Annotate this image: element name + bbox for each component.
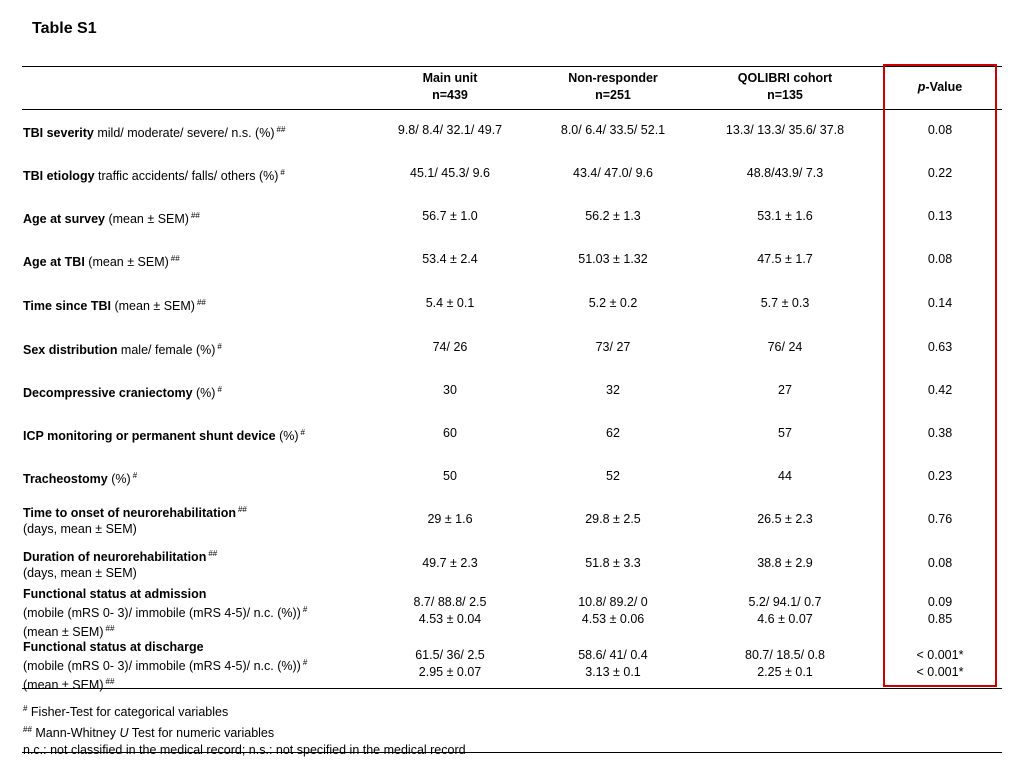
row-label-detail: (%) [275, 429, 299, 443]
row-label-detail: (mean ± SEM) [111, 299, 195, 313]
cell-non-responder: 62 [606, 426, 620, 440]
footnote-mark: ## [23, 725, 32, 734]
row-label-detail: (mean ± SEM) [84, 255, 169, 269]
cell-value: 58.6/ 41/ 0.4 [578, 648, 648, 662]
footnote-mark: # [302, 605, 308, 614]
cell-qolibri [710, 647, 860, 681]
cell-non-responder: 73/ 27 [595, 340, 631, 354]
cell-qolibri: 57 [778, 426, 792, 440]
footnote-mark: # [132, 471, 138, 480]
row-label: TBI etiology [23, 169, 95, 183]
cell-qolibri: 13.3/ 13.3/ 35.6/ 37.8 [725, 123, 845, 137]
footnote-mark: # [300, 428, 305, 437]
footnote-mark: # [217, 342, 222, 351]
header-label: Non-responder [568, 71, 658, 85]
cell-main-unit: 49.7 ± 2.3 [422, 556, 478, 570]
header-non-responder [543, 70, 683, 104]
row-label-detail: (mean ± SEM) [23, 678, 104, 692]
cell-qolibri: 44 [778, 469, 792, 483]
row-label-detail: (mobile (mRS 0- 3)/ immobile (mRS 4-5)/ n.c. (%)) [23, 659, 301, 673]
row-label: ICP monitoring or permanent shunt device [23, 429, 276, 443]
cell-p-value [885, 647, 995, 681]
row-label: Functional status at admission [23, 587, 207, 601]
cell-p-value: 0.14 [927, 296, 953, 310]
cell-non-responder: 51.8 ± 3.3 [585, 556, 641, 570]
footnote-text: Test for numeric variables [128, 726, 275, 740]
row-label: TBI severity [23, 126, 94, 140]
row-label: Sex distribution [23, 343, 118, 357]
header-main-unit [380, 70, 520, 104]
footnote-fisher [23, 700, 466, 721]
cell-non-responder [543, 647, 683, 681]
row-label: Age at survey [23, 212, 105, 226]
row-label-detail: (mean ± SEM) [23, 625, 104, 639]
footnote-abbreviations: n.c.: not classified in the medical record; n.s.: not specified in the medical record [23, 743, 466, 757]
footnote-mark: ## [276, 125, 286, 134]
cell-p-value: 0.13 [927, 209, 953, 223]
footnote-mann-whitney [23, 721, 466, 742]
cell-non-responder: 43.4/ 47.0/ 9.6 [573, 166, 653, 180]
row-label-detail: male/ female (%) [117, 343, 216, 357]
row-label-detail: (mobile (mRS 0- 3)/ immobile (mRS 4-5)/ n.c. (%)) [23, 606, 301, 620]
cell-value: 0.09 [927, 595, 953, 609]
footnote-mark: ## [190, 211, 200, 220]
row-label-detail: (days, mean ± SEM) [23, 522, 137, 536]
cell-value: < 0.001* [916, 665, 964, 679]
cell-non-responder: 52 [606, 469, 620, 483]
cell-non-responder: 51.03 ± 1.32 [578, 252, 648, 266]
cell-main-unit: 45.1/ 45.3/ 9.6 [410, 166, 490, 180]
footnote-mark: ## [105, 677, 115, 686]
table-title: Table S1 [32, 20, 97, 37]
row-label: Time to onset of neurorehabilitation [23, 506, 236, 520]
footnote-mark: ## [208, 549, 218, 558]
cell-main-unit: 9.8/ 8.4/ 32.1/ 49.7 [397, 123, 503, 137]
cell-value: 8.7/ 88.8/ 2.5 [413, 595, 487, 609]
row-label-detail: (%) [107, 472, 131, 486]
cell-main-unit [380, 647, 520, 681]
footnote-mark: # [280, 168, 285, 177]
cell-main-unit: 74/ 26 [432, 340, 468, 354]
cell-p-value: 0.23 [927, 469, 953, 483]
footnote-text: Mann-Whitney [31, 726, 120, 740]
row-label: Duration of neurorehabilitation [23, 550, 207, 564]
cell-value: 4.53 ± 0.06 [581, 612, 645, 626]
row-label-detail: traffic accidents/ falls/ others (%) [94, 169, 279, 183]
row-label: Functional status at discharge [23, 640, 204, 654]
cell-qolibri [710, 594, 860, 628]
cell-value: 2.95 ± 0.07 [418, 665, 482, 679]
header-qolibri-cohort [710, 70, 860, 104]
cell-value: 10.8/ 89.2/ 0 [578, 595, 648, 609]
row-label: Decompressive craniectomy [23, 386, 193, 400]
cell-p-value: 0.42 [927, 383, 953, 397]
header-label: Main unit [422, 71, 478, 85]
table-top-rule [22, 66, 1002, 67]
header-p-letter: p [917, 80, 926, 94]
cell-main-unit: 5.4 ± 0.1 [425, 296, 475, 310]
header-n: n=439 [432, 88, 468, 102]
row-label: Tracheostomy [23, 472, 108, 486]
footnote-mark: ## [237, 505, 247, 514]
header-p-value [885, 79, 995, 96]
cell-non-responder [543, 594, 683, 628]
cell-p-value: 0.76 [927, 512, 953, 526]
cell-main-unit: 60 [443, 426, 457, 440]
cell-main-unit: 29 ± 1.6 [427, 512, 473, 526]
cell-qolibri: 5.7 ± 0.3 [760, 296, 810, 310]
header-p-rest: -Value [925, 80, 963, 94]
cell-value: 0.85 [927, 612, 953, 626]
header-label: QOLIBRI cohort [737, 71, 833, 85]
footnote-text-italic: U [119, 726, 129, 740]
cell-non-responder: 5.2 ± 0.2 [588, 296, 638, 310]
cell-qolibri: 76/ 24 [767, 340, 803, 354]
cell-value: 2.25 ± 0.1 [757, 665, 813, 679]
cell-p-value: 0.38 [927, 426, 953, 440]
cell-qolibri: 48.8/43.9/ 7.3 [746, 166, 824, 180]
cell-non-responder: 8.0/ 6.4/ 33.5/ 52.1 [560, 123, 666, 137]
header-n: n=135 [767, 88, 803, 102]
cell-qolibri: 53.1 ± 1.6 [757, 209, 813, 223]
cell-main-unit: 50 [443, 469, 457, 483]
header-n: n=251 [595, 88, 631, 102]
cell-qolibri: 27 [778, 383, 792, 397]
footnote-mark: ## [105, 624, 115, 633]
row-label-detail: (%) [192, 386, 216, 400]
cell-p-value: 0.08 [927, 556, 953, 570]
cell-qolibri: 47.5 ± 1.7 [757, 252, 813, 266]
row-label: Age at TBI [23, 255, 85, 269]
cell-p-value: 0.08 [927, 252, 953, 266]
cell-value: 80.7/ 18.5/ 0.8 [745, 648, 825, 662]
cell-main-unit [380, 594, 520, 628]
cell-main-unit: 56.7 ± 1.0 [422, 209, 478, 223]
row-label-detail: (days, mean ± SEM) [23, 566, 137, 580]
cell-non-responder: 29.8 ± 2.5 [585, 512, 641, 526]
table-footnotes [23, 700, 466, 759]
cell-p-value [885, 594, 995, 628]
footnote-mark: ## [170, 254, 180, 263]
cell-value: 5.2/ 94.1/ 0.7 [748, 595, 822, 609]
header-rule [22, 109, 1002, 110]
row-label: Time since TBI [23, 299, 111, 313]
cell-value: 3.13 ± 0.1 [585, 665, 641, 679]
cell-qolibri: 26.5 ± 2.3 [757, 512, 813, 526]
cell-value: 4.53 ± 0.04 [418, 612, 482, 626]
cell-p-value: 0.63 [927, 340, 953, 354]
row-label-detail: mild/ moderate/ severe/ n.s. (%) [93, 126, 275, 140]
cell-value: 61.5/ 36/ 2.5 [415, 648, 485, 662]
cell-non-responder: 32 [606, 383, 620, 397]
footnote-mark: # [302, 658, 308, 667]
cell-qolibri: 38.8 ± 2.9 [757, 556, 813, 570]
cell-value: 4.6 ± 0.07 [757, 612, 813, 626]
cell-main-unit: 30 [443, 383, 457, 397]
cell-value: < 0.001* [916, 648, 964, 662]
cell-p-value: 0.08 [927, 123, 953, 137]
cell-non-responder: 56.2 ± 1.3 [585, 209, 641, 223]
cell-p-value: 0.22 [927, 166, 953, 180]
row-label-detail: (mean ± SEM) [104, 212, 189, 226]
cell-main-unit: 53.4 ± 2.4 [422, 252, 478, 266]
footnote-text: Fisher-Test for categorical variables [27, 705, 229, 719]
footnote-mark: # [217, 385, 222, 394]
footnote-mark: # [23, 704, 28, 713]
footnote-mark: ## [196, 298, 206, 307]
